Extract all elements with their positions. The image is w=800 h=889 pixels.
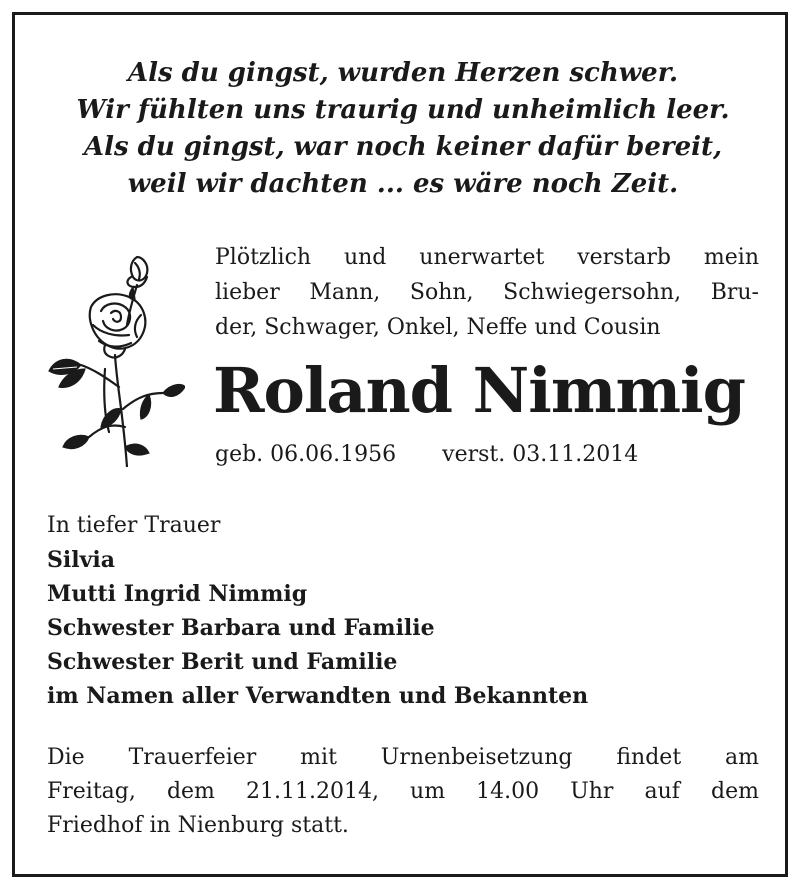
death-date: verst. 03.11.2014	[442, 442, 639, 467]
mourner-name: Mutti Ingrid Nimmig	[47, 581, 308, 607]
announcement-line: der, Schwager, Onkel, Neffe und Cousin	[215, 315, 661, 340]
mourner-name: Schwester Berit und Familie	[47, 649, 398, 675]
life-dates	[215, 440, 638, 470]
birth-date: geb. 06.06.1956	[215, 442, 397, 467]
announcement-line: Plötzlich und unerwartet verstarb mein	[215, 245, 759, 270]
poem-line: Als du gingst, war noch keiner dafür bereit,	[83, 132, 723, 162]
mourners-list	[47, 509, 767, 713]
service-line: Die Trauerfeier mit Urnenbeisetzung findet am	[47, 745, 759, 770]
poem-line: Wir fühlten uns traurig und unheimlich leer.	[76, 95, 730, 125]
poem	[15, 55, 791, 203]
service-line: Freitag, dem 21.11.2014, um 14.00 Uhr auf dem	[47, 779, 759, 804]
mourners-heading: In tiefer Trauer	[47, 513, 221, 538]
mourner-name: Silvia	[47, 547, 115, 573]
funeral-service-info	[47, 741, 759, 843]
service-line: Friedhof in Nienburg statt.	[47, 813, 349, 838]
deceased-name: Roland Nimmig	[213, 354, 745, 427]
mourner-name: Schwester Barbara und Familie	[47, 615, 435, 641]
obituary-frame	[12, 12, 788, 877]
mourner-name: im Namen aller Verwandten und Bekannten	[47, 683, 589, 709]
poem-line: Als du gingst, wurden Herzen schwer.	[127, 58, 679, 88]
poem-line: weil wir dachten ... es wäre noch Zeit.	[127, 169, 679, 199]
announcement-text	[215, 240, 759, 345]
announcement-line: lieber Mann, Sohn, Schwiegersohn, Bru-	[215, 280, 759, 305]
rose-icon	[45, 237, 185, 467]
